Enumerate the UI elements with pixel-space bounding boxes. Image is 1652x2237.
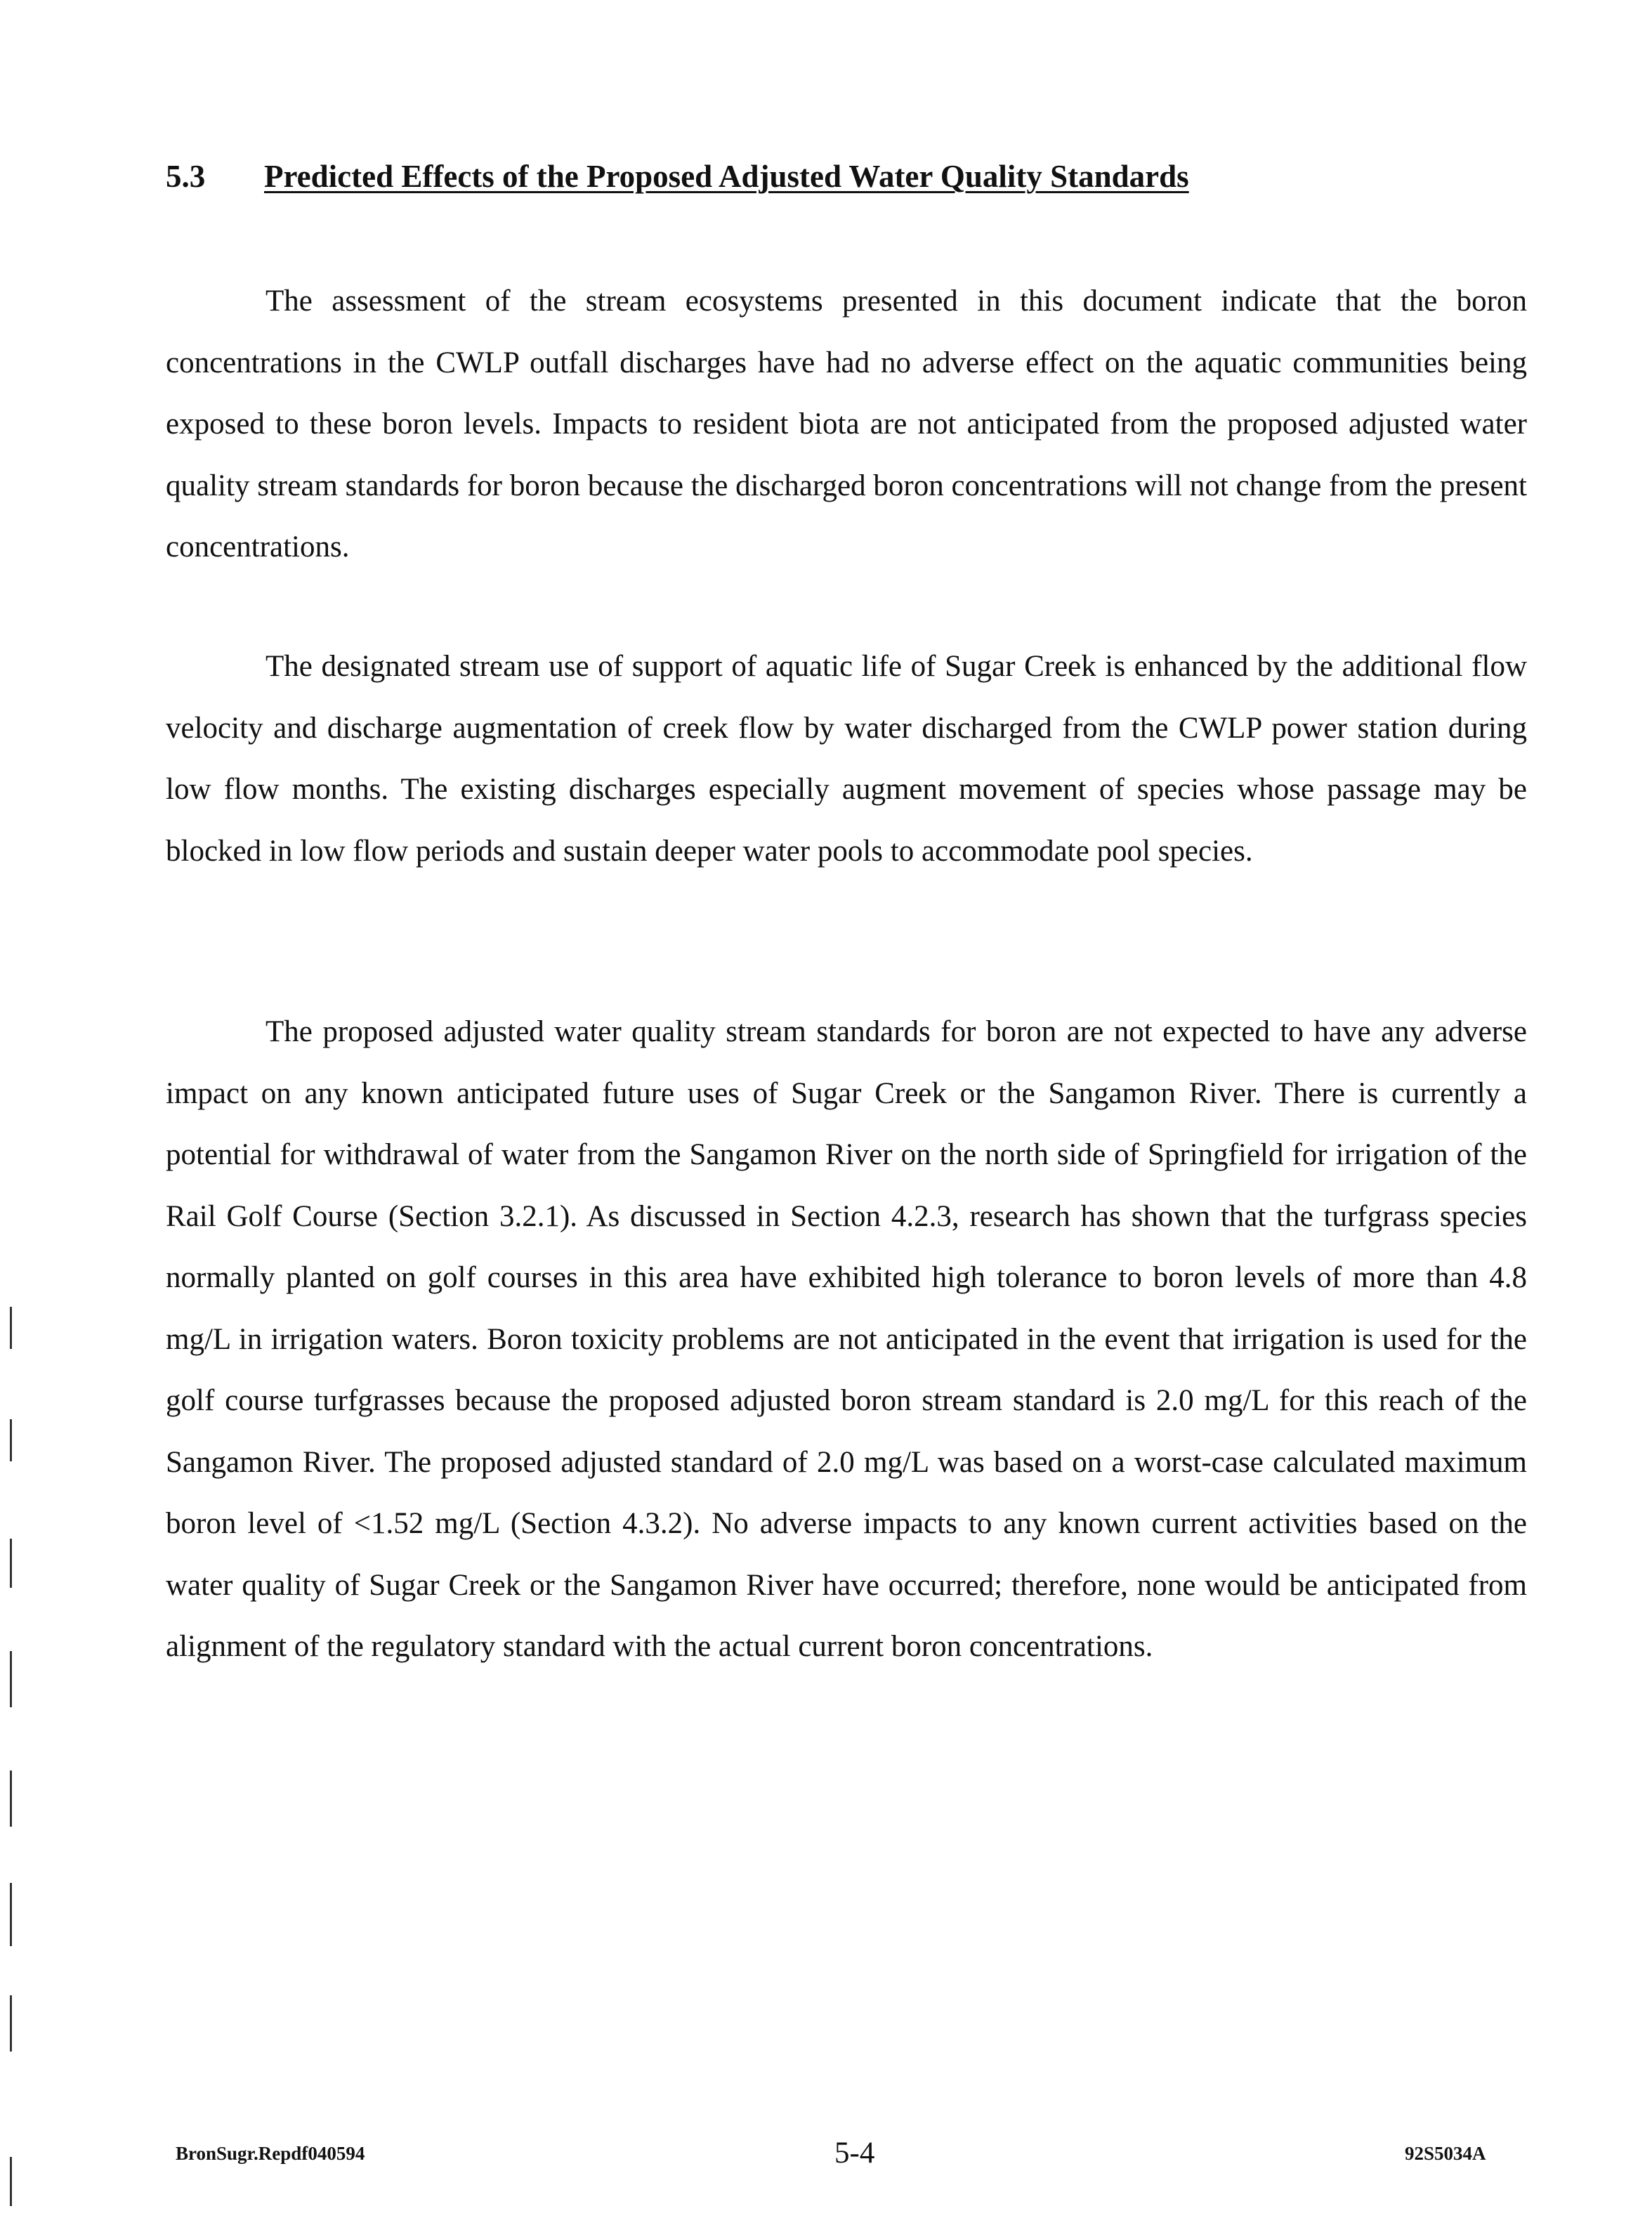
footer-filename: BronSugr.Repdf040594	[176, 2143, 365, 2164]
scan-mark	[10, 1770, 12, 1827]
section-heading	[166, 158, 1189, 195]
page-number: 5-4	[834, 2137, 875, 2170]
scan-mark	[10, 1307, 12, 1349]
section-number: 5.3	[166, 159, 206, 194]
paragraph: The assessment of the stream ecosystems presented in this document indicate that the boron concentrations in the CWLP outfall discharges have had no adverse effect on the aquatic communities being exposed to these boron levels. Impacts to resident biota are not anticipated from the proposed adjusted water quality stream standards for boron because the discharged boron concentrations will not change from the present concentrations.	[166, 285, 1527, 563]
scan-mark	[10, 1539, 12, 1588]
scan-mark	[10, 1651, 12, 1707]
scan-mark	[10, 1883, 12, 1946]
scan-mark	[10, 1995, 12, 2052]
scan-mark	[10, 1419, 12, 1461]
paragraph: The designated stream use of support of aquatic life of Sugar Creek is enhanced by the additional flow velocity and discharge augmentation of creek flow by water discharged from the CWLP power station during low flow months. The existing discharges especially augment movement of species whose passage may be blocked in low flow periods and sustain deeper water pools to accommodate pool species.	[166, 650, 1527, 868]
section-title: Predicted Effects of the Proposed Adjusted Water Quality Standards	[264, 159, 1189, 194]
footer-document-id: 92S5034A	[1405, 2143, 1486, 2164]
paragraph: The proposed adjusted water quality stream standards for boron are not expected to have any adverse impact on any known anticipated future uses of Sugar Creek or the Sangamon River. There is currently a potential for withdrawal of water from the Sangamon River on the north side of Springfield for irrigation of the Rail Golf Course (Section 3.2.1). As discussed in Section 4.2.3, research has shown that the turfgrass species normally planted on golf courses in this area have exhibited high tolerance to boron levels of more than 4.8 mg/L in irrigation waters. Boron toxicity problems are not anticipated in the event that irrigation is used for the golf course turfgrasses because the proposed adjusted boron stream standard is 2.0 mg/L for this reach of the Sangamon River. The proposed adjusted standard of 2.0 mg/L was based on a worst-case calculated maximum boron level of <1.52 mg/L (Section 4.3.2). No adverse impacts to any known current activities based on the water quality of Sugar Creek or the Sangamon River have occurred; therefore, none would be anticipated from alignment of the regulatory standard with the actual current boron concentrations.	[166, 1015, 1527, 1663]
scan-mark	[10, 2157, 12, 2206]
